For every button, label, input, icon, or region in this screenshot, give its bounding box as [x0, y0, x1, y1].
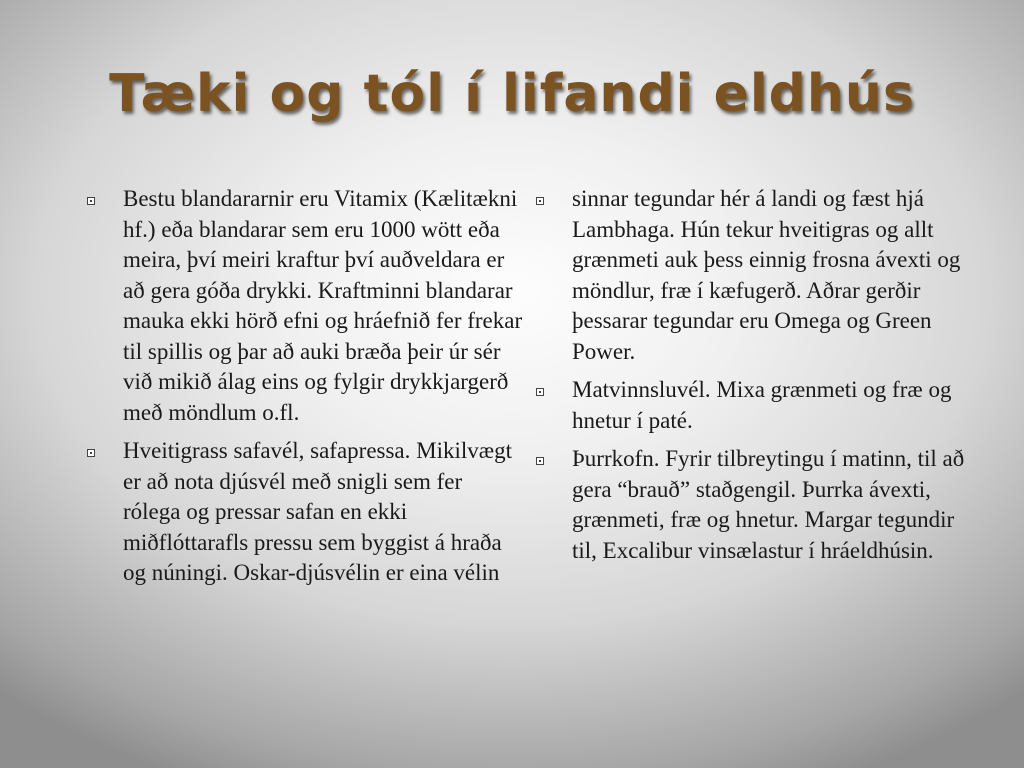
square-bullet-icon [536, 197, 544, 205]
left-column [84, 184, 524, 597]
list-item [84, 184, 524, 428]
right-column [533, 184, 973, 574]
list-item-text: Bestu blandararnir eru Vitamix (Kælitækni hf.) eða blandarar sem eru 1000 wött eða meira, því meiri kraftur því auðveldara er að gera góða drykki. Kraftminni blandarar mauka ekki hörð efni og hráefnið fer frekar til spillis og þar að auki bræða þeir úr sér við mikið álag eins og fylgir drykkjargerð með möndlum o.fl. [123, 186, 523, 425]
square-bullet-icon [87, 449, 95, 457]
list-item [533, 375, 973, 436]
list-item-text: Hveitigrass safavél, safapressa. Mikilvægt er að nota djúsvél með snigli sem fer rólega og pressar safan en ekki miðflóttarafls pressu sem byggist á hraða og núningi. Oskar-djúsvélin er eina vélin [123, 438, 512, 585]
list-item-text: Matvinnsluvél. Mixa grænmeti og fræ og hnetur í paté. [572, 377, 952, 433]
list-item-text: Þurrkofn. Fyrir tilbreytingu í matinn, til að gera “brauð” staðgengil. Þurrka ávexti, grænmeti, fræ og hnetur. Margar tegundir til, Excalibur vinsælastur í hráeldhúsin. [572, 446, 965, 563]
square-bullet-icon [536, 457, 544, 465]
square-bullet-icon [536, 388, 544, 396]
list-item [84, 436, 524, 589]
square-bullet-icon [87, 197, 95, 205]
list-item-text: sinnar tegundar hér á landi og fæst hjá Lambhaga. Hún tekur hveitigras og allt grænmeti auk þess einnig frosna ávexti og möndlur, fræ í kæfugerð. Aðrar gerðir þessarar tegundar eru Omega og Green Power. [572, 186, 961, 364]
slide-title: Tæki og tól í lifandi eldhús [109, 64, 915, 124]
list-item [533, 444, 973, 566]
list-item [533, 184, 973, 367]
